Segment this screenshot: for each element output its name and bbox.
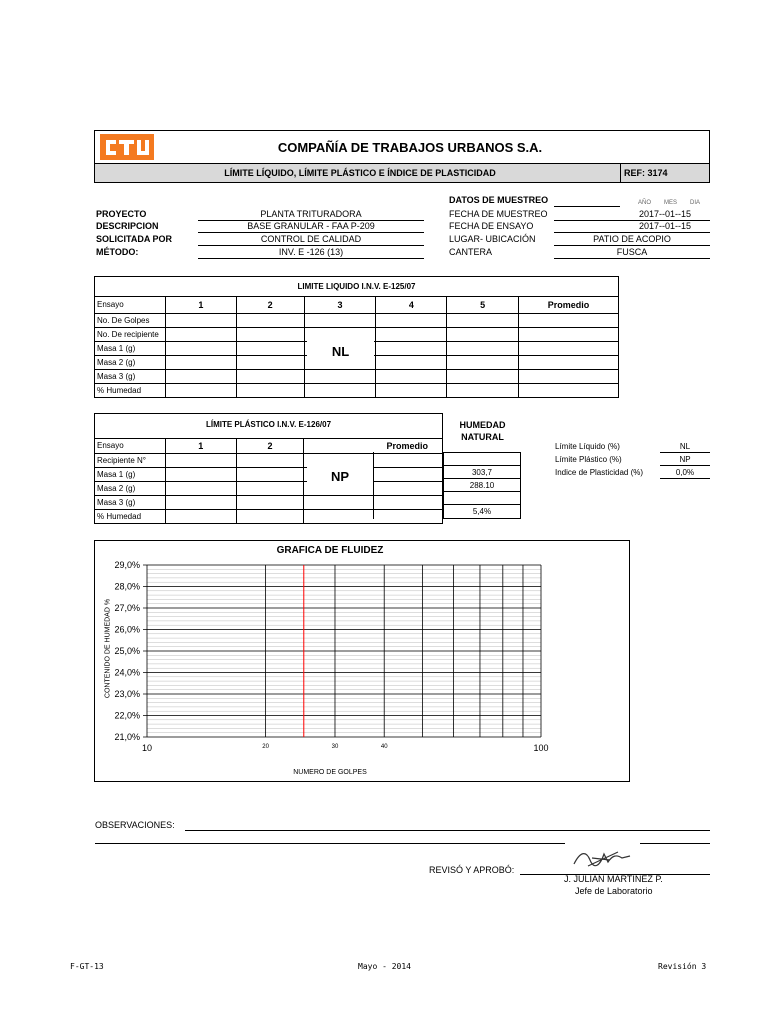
ll-header-1: 1 (165, 297, 236, 314)
y-tick-label: 24,0% (114, 667, 140, 678)
value-fecha-ensayo: 2017--01--15 (638, 221, 692, 231)
date-col-day: DIA (690, 200, 701, 206)
obs-line-3[interactable] (640, 843, 710, 844)
date-col-year: AÑO (638, 200, 652, 206)
ll-row-label: Masa 2 (g) (95, 356, 166, 370)
y-tick-label: 28,0% (114, 581, 140, 592)
humedad-masa1: 303,7 (471, 468, 493, 477)
label-cantera: CANTERA (449, 247, 493, 257)
obs-line-2[interactable] (95, 843, 565, 844)
ll-row-label: Masa 3 (g) (95, 370, 166, 384)
ref-number: REF: 3174 (624, 168, 668, 178)
lp-result: NP (330, 469, 350, 484)
ll-header-2: 2 (236, 297, 304, 314)
value-fecha-muestreo: 2017--01--15 (638, 209, 692, 219)
y-tick-label: 21,0% (114, 732, 140, 742)
label-lugar: LUGAR- UBICACIÓN (449, 234, 536, 244)
x-tick-label: 20 (262, 744, 269, 750)
y-tick-label: 26,0% (114, 624, 140, 635)
ll-title: LIMITE LIQUIDO I.N.V. E-125/07 (297, 282, 416, 291)
date-col-month: MES (664, 200, 678, 206)
signer-name: J. JULIAN MARTINEZ P. (564, 874, 663, 884)
label-metodo: MÉTODO: (96, 247, 139, 257)
x-tick-label: 10 (141, 743, 153, 753)
ll-row-label: % Humedad (95, 384, 166, 398)
form-code: F-GT-13 (70, 962, 104, 971)
y-tick-label: 25,0% (114, 646, 140, 656)
company-name: COMPAÑÍA DE TRABAJOS URBANOS S.A. (277, 140, 543, 155)
lp-header-ensayo: Ensayo (95, 439, 166, 454)
label-descripcion: DESCRIPCION (96, 221, 159, 231)
value-metodo: INV. E -126 (13) (278, 247, 344, 257)
lp-row-label: Masa 2 (g) (95, 482, 166, 496)
x-tick-label: 40 (380, 744, 388, 750)
ll-header-4: 4 (376, 297, 447, 314)
approved-label: REVISÓ Y APROBÓ: (429, 865, 515, 875)
obs-line-1[interactable] (185, 830, 710, 831)
chart-xlabel: NUMERO DE GOLPES (293, 769, 367, 776)
value-descripcion: BASE GRANULAR - FAA P-209 (247, 221, 375, 231)
x-tick-label: 30 (331, 744, 339, 750)
y-tick-label: 23,0% (114, 689, 140, 699)
form-date: Mayo - 2014 (358, 962, 411, 971)
ll-row-label: Masa 1 (g) (95, 342, 166, 356)
humedad-title-text: HUMEDAD NATURAL (459, 420, 506, 442)
lp-row-label: % Humedad (95, 510, 166, 524)
ll-header-5: 5 (447, 297, 519, 314)
summary-lp-value: NP (679, 455, 691, 464)
summary-lp-label: Límite Plástico (%) (555, 455, 622, 464)
chart-ylabel: CONTENIDO DE HUMEDAD % (104, 598, 112, 699)
ll-header-ensayo: Ensayo (95, 297, 166, 314)
form-subtitle: LÍMITE LÍQUIDO, LÍMITE PLÁSTICO E ÍNDICE DE PLASTICIDAD (224, 168, 496, 178)
chart-title: GRAFICA DE FLUIDEZ (276, 545, 384, 556)
summary-ip-value: 0,0% (675, 468, 695, 477)
humedad-pct: 5,4% (472, 507, 492, 516)
signature-icon (570, 846, 634, 872)
label-fecha-muestreo: FECHA DE MUESTREO (449, 209, 548, 219)
lp-header-2: 2 (236, 439, 304, 454)
label-proyecto: PROYECTO (96, 209, 147, 219)
summary-ll-value: NL (679, 442, 691, 451)
humedad-masa2: 288.10 (469, 481, 495, 490)
obs-label: OBSERVACIONES: (95, 820, 175, 830)
y-tick-label: 22,0% (114, 710, 140, 721)
lp-row-label: Masa 1 (g) (95, 468, 166, 482)
value-proyecto: PLANTA TRITURADORA (260, 209, 362, 219)
x-tick-label: 100 (533, 743, 549, 753)
ll-header-3: 3 (304, 297, 376, 314)
form-revision: Revisión 3 (658, 962, 707, 971)
value-cantera: FUSCA (616, 247, 648, 257)
y-tick-label: 29,0% (114, 560, 140, 570)
value-solicitada: CONTROL DE CALIDAD (260, 234, 362, 244)
y-tick-label: 27,0% (114, 603, 140, 613)
ll-header-promedio: Promedio (519, 297, 619, 314)
lp-row-label: Recipiente N° (95, 454, 166, 468)
ll-row-label: No. De Golpes (95, 314, 166, 328)
summary-ll-label: Límite Líquido (%) (555, 442, 620, 451)
lp-title: LÍMITE PLÁSTICO I.N.V. E-126/07 (205, 420, 332, 429)
lp-row-label: Masa 3 (g) (95, 496, 166, 510)
sample-section-title: DATOS DE MUESTREO (449, 195, 549, 205)
label-fecha-ensayo: FECHA DE ENSAYO (449, 221, 534, 231)
lp-header-1: 1 (165, 439, 236, 454)
summary-ip-label: Indice de Plasticidad (%) (555, 468, 644, 477)
signer-role: Jefe de Laboratorio (575, 886, 653, 896)
lp-header-promedio: Promedio (304, 439, 443, 454)
ll-result: NL (331, 344, 350, 359)
ll-row-label: No. De recipiente (95, 328, 166, 342)
value-lugar: PATIO DE ACOPIO (593, 234, 671, 244)
label-solicitada: SOLICITADA POR (96, 234, 172, 244)
